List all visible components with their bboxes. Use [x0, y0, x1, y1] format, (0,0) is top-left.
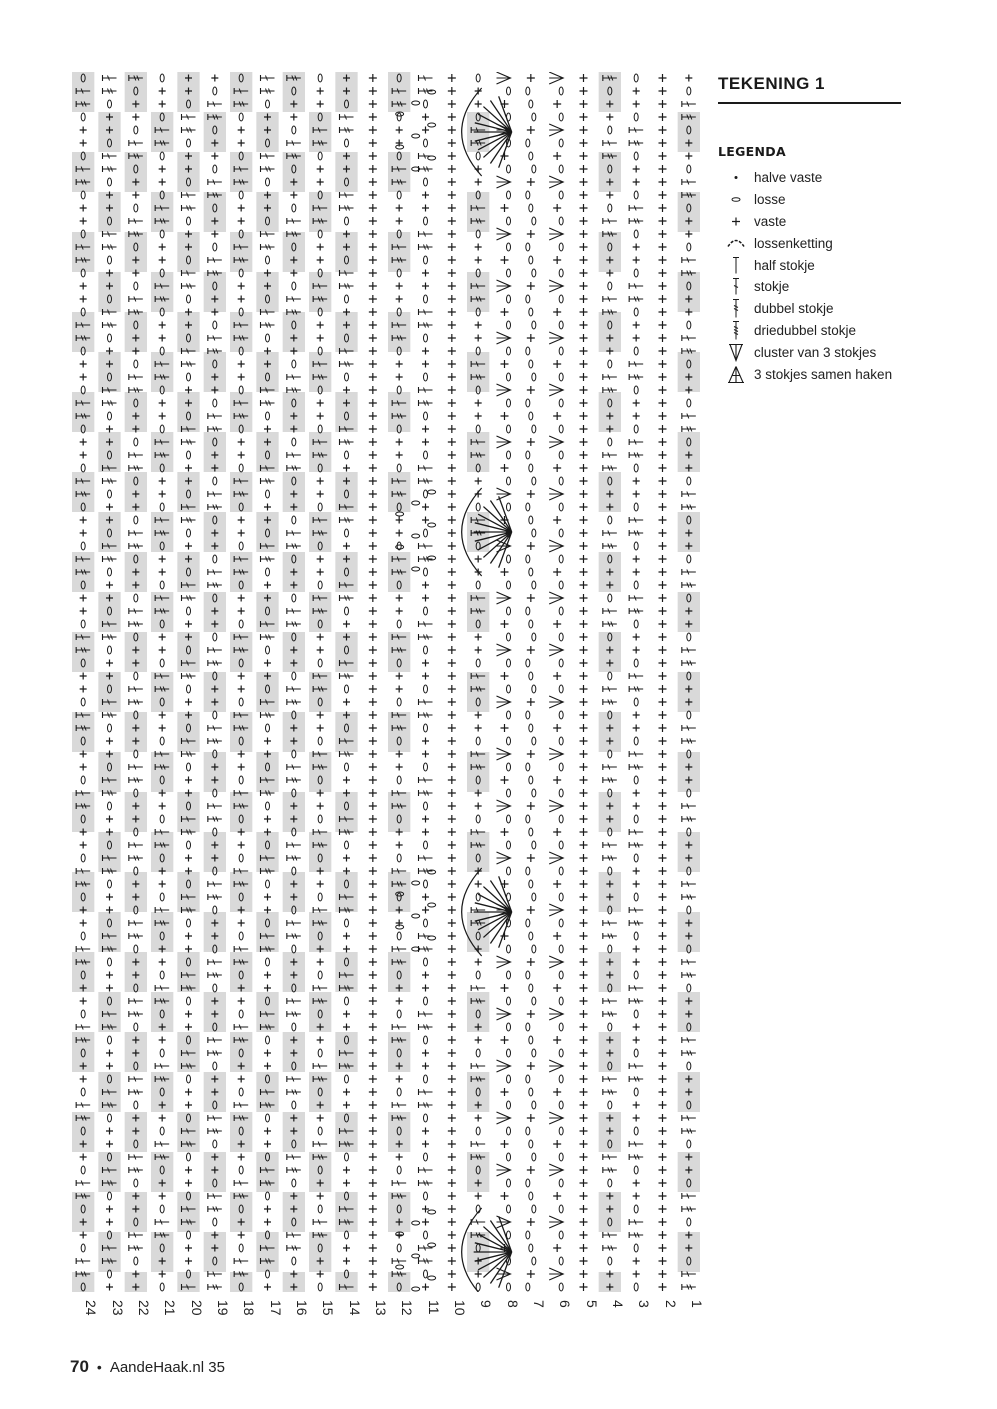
- row-number-1: 1: [688, 1300, 705, 1308]
- chart-row-6: [549, 72, 563, 1291]
- row-number-23: 23: [109, 1300, 126, 1316]
- row-number-17: 17: [267, 1300, 284, 1316]
- row-number-3: 3: [636, 1300, 653, 1308]
- chart-row-5: [580, 74, 588, 1291]
- vaste-icon: [718, 211, 754, 232]
- row-number-22: 22: [135, 1300, 152, 1316]
- row-number-21: 21: [162, 1300, 179, 1316]
- driedubbel-stokje-icon: [718, 320, 754, 341]
- chart-row-3: [629, 74, 643, 1291]
- row-number-12: 12: [399, 1300, 416, 1316]
- chart-row-11: [419, 75, 433, 1291]
- row-number-2: 2: [662, 1300, 679, 1308]
- crochet-chart: [70, 72, 702, 1292]
- row-number-16: 16: [293, 1300, 310, 1316]
- chart-row-2: [659, 74, 667, 1291]
- legend-item: [718, 298, 908, 320]
- legend-item: [718, 167, 908, 189]
- dubbel-stokje-icon: [718, 298, 754, 319]
- losse-icon: [718, 189, 754, 210]
- bullet-separator: •: [96, 1359, 102, 1375]
- stokje-icon: [718, 276, 754, 297]
- row-number-7: 7: [530, 1300, 547, 1308]
- row-number-4: 4: [609, 1300, 626, 1308]
- chart-row-4: [599, 72, 621, 1292]
- row-number-15: 15: [320, 1300, 337, 1316]
- legend-item: [718, 341, 908, 363]
- chart-row-8: [497, 72, 511, 1291]
- samen-haken-icon: [718, 364, 754, 385]
- legend-label: stokje: [754, 279, 790, 295]
- chart-row-20: [177, 72, 199, 1292]
- row-number-5: 5: [583, 1300, 600, 1308]
- row-number-9: 9: [478, 1300, 495, 1308]
- legend: [718, 167, 908, 385]
- chart-row-14: [335, 72, 357, 1292]
- legend-label: 3 stokjes samen haken: [754, 366, 893, 382]
- chart-row-1: [678, 75, 700, 1291]
- half-stokje-icon: [718, 255, 754, 276]
- sidebar: [718, 74, 908, 385]
- chart-row-19: [204, 75, 226, 1291]
- chart-row-15: [309, 74, 331, 1291]
- chart-row-12: [388, 72, 410, 1292]
- legend-item: [718, 211, 908, 233]
- chart-row-24: [72, 72, 94, 1292]
- fan-motifs: [396, 88, 512, 1292]
- legend-item: [718, 232, 908, 254]
- chart-row-23: [98, 75, 120, 1291]
- chart-row-17: [256, 75, 278, 1291]
- row-number-24: 24: [83, 1300, 100, 1316]
- row-number-18: 18: [241, 1300, 258, 1316]
- row-number-19: 19: [214, 1300, 231, 1316]
- row-number-13: 13: [372, 1300, 389, 1316]
- chart-row-18: [230, 72, 252, 1292]
- legend-label: lossenketting: [754, 235, 833, 251]
- chart-row-22: [125, 72, 147, 1292]
- row-number-14: 14: [346, 1300, 363, 1316]
- row-number-8: 8: [504, 1300, 521, 1308]
- legend-item: [718, 320, 908, 342]
- legend-label: dubbel stokje: [754, 301, 834, 317]
- chart-row-7: [526, 74, 536, 1291]
- row-number-11: 11: [425, 1300, 442, 1315]
- row-number-20: 20: [188, 1300, 205, 1316]
- chart-row-21: [151, 74, 173, 1291]
- halve-vaste-icon: [718, 167, 754, 188]
- legend-item: [718, 189, 908, 211]
- chart-row-13: [369, 74, 377, 1291]
- legend-item: [718, 254, 908, 276]
- row-number-6: 6: [557, 1300, 574, 1308]
- chart-row-16: [283, 72, 305, 1292]
- page-title: TEKENING 1: [718, 74, 901, 104]
- legend-heading: LEGENDA: [718, 144, 786, 159]
- cluster-icon: [718, 342, 754, 363]
- magazine-source: AandeHaak.nl 35: [109, 1358, 225, 1376]
- page-number: 70: [70, 1357, 89, 1376]
- lossenketting-icon: [718, 233, 754, 254]
- row-number-10: 10: [451, 1300, 468, 1316]
- chart-row-10: [448, 74, 456, 1291]
- legend-label: vaste: [754, 213, 787, 229]
- legend-item: [718, 276, 908, 298]
- legend-item: [718, 363, 908, 385]
- chart-drawing: [70, 72, 702, 1292]
- legend-label: driedubbel stokje: [754, 322, 857, 338]
- legend-label: halve vaste: [754, 170, 823, 186]
- page-footer: [70, 1357, 225, 1377]
- chart-row-9: [467, 74, 489, 1291]
- row-number-axis: [70, 1300, 705, 1340]
- legend-label: cluster van 3 stokjes: [754, 344, 877, 360]
- legend-label: losse: [754, 192, 786, 208]
- legend-label: half stokje: [754, 257, 815, 273]
